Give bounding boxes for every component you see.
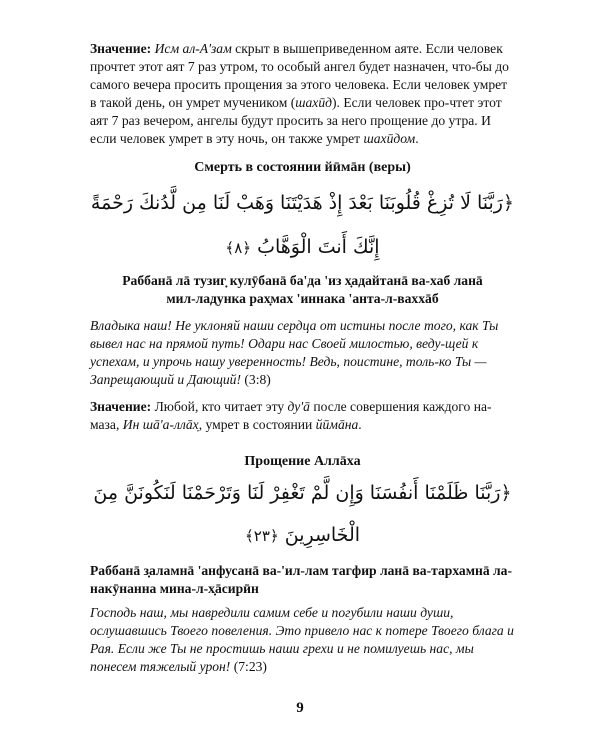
meaning-paragraph-2 <box>90 398 515 434</box>
shahid-term: шахӣдом <box>363 131 416 146</box>
arabic-verse-line-1: ﴿رَبَّنَا لَا تُزِغْ قُلُوبَنَا بَعْدَ إِذْ هَدَيْتَنَا وَهَبْ لَنَا مِن لَّدُنكَ رَحْمَةً <box>90 192 515 214</box>
arabic-verse-line-2 <box>90 524 515 546</box>
text-segment: скрыт в вышеприведенном аяте. Если человек прочтет этот аят 7 раз утром, то особый ангел будет назначен, что-бы до самого вечера просить прощения за этого человека. Если человек умрет в такой день, он умрет мучеником ( <box>90 41 509 110</box>
arabic-verse-line-2 <box>90 236 515 258</box>
meaning-paragraph-1 <box>90 40 515 148</box>
shahid-term: шахӣд <box>295 95 332 110</box>
section-heading-death-in-iman: Смерть в состоянии йӣмāн (веры) <box>194 160 411 175</box>
verse-reference: (3:8) <box>241 372 271 387</box>
transliteration-line-1: Раббанā лā тузиг̣ кулӯбанā ба'да 'из х̣адайтанā ва-хаб ланā <box>122 273 483 288</box>
text-segment: после совершения каждого на-маза, <box>90 399 492 432</box>
ayah-number-mark: ﴿٨﴾ <box>225 239 252 257</box>
translation-text: Владыка наш! Не уклоняй наши сердца от истины после того, как Ты вывел нас на прямой путь! Одари нас Своей милостью, веду-щей к успехам, и упрочь нашу уверенность! Ведь, поистине, толь-ко Ты — Запрещающий и Дающий! <box>90 318 499 387</box>
meaning-label: Значение: <box>90 399 152 414</box>
transliteration-line-2: накӯнанна мина-л-х̣āсирӣн <box>90 581 259 596</box>
text-segment: Любой, кто читает эту <box>151 399 288 414</box>
translation-paragraph-2 <box>90 604 515 676</box>
text-segment: ). Если человек про-чтет этот аят 7 раз вечером, ангелы будут просить за него прощение до утра. И если человек умрет в эту ночь, он также умрет <box>90 95 502 146</box>
ism-al-azam: Исм ал-А'зам <box>154 41 232 56</box>
iman-term: йӣмāна <box>315 417 359 432</box>
ayah-number: ٢٣ <box>253 527 270 545</box>
arabic-verse-end: الْخَاسِرِينَ <box>284 524 361 546</box>
arabic-verse-end: إِنَّكَ أَنتَ الْوَهَّابُ <box>257 236 380 258</box>
translation-paragraph-1 <box>90 317 515 389</box>
ayah-number: ٨ <box>234 239 243 257</box>
meaning-text <box>90 40 515 148</box>
page-number: 9 <box>296 700 304 716</box>
text-segment: . <box>358 417 362 432</box>
meaning-label: Значение: <box>90 41 152 56</box>
meaning-text <box>90 398 515 434</box>
text-segment: , умрет в состоянии <box>198 417 316 432</box>
ayah-number-mark: ﴿٢٣﴾ <box>244 527 279 545</box>
text-segment: . <box>415 131 419 146</box>
section-heading-allah-forgiveness: Прощение Аллāха <box>244 454 361 469</box>
inshallah-term: Ин шā'а-ллāх̣ <box>122 417 199 432</box>
verse-reference: (7:23) <box>230 659 267 674</box>
arabic-verse-line-1: ﴿رَبَّنَا ظَلَمْنَا أَنفُسَنَا وَإِن لَّمْ تَغْفِرْ لَنَا وَتَرْحَمْنَا لَنَكُونَنَّ مِنَ <box>93 482 512 504</box>
transliteration-line-1: Раббанā з̣аламнā 'анфусанā ва-'ил-лам тагфир ланā ва-тархамнā ла- <box>90 563 512 578</box>
transliteration-line-2: мил-ладунка рах̣мах 'иннака 'анта-л-ваххāб <box>166 291 439 306</box>
dua-term: ду'ā <box>287 399 310 414</box>
translation-text: Господь наш, мы навредили самим себе и погубили наши души, ослушавшись Твоего повеления. Это привело нас к потере Твоего блага и Рая. Если же Ты не простишь наши грехи и не помилуешь нас, мы понесем тяжелый урон! <box>90 605 514 674</box>
